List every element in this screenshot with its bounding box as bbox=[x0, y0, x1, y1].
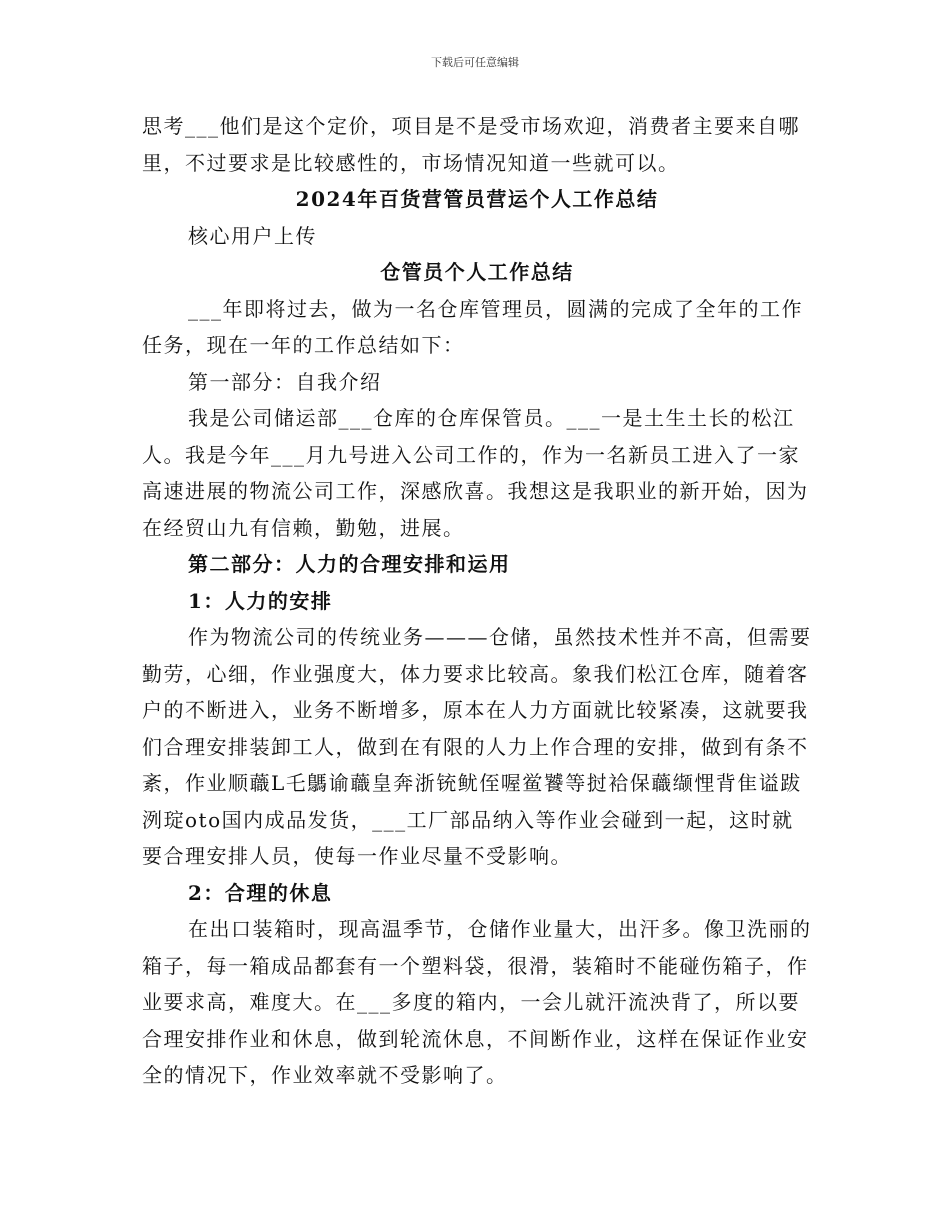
paragraph-self-intro: 我是公司储运部___仓库的仓库保管员。___一是土生土长的松江人。我是今年___月九号进入公司工作的，作为一名新员工进入了一家高速进展的物流公司工作，深感欣喜。我想这是我职业的新开始，因为在经贸山九有信赖，勤勉，进展。 bbox=[142, 406, 809, 540]
subheading-rest: 2：合理的休息 bbox=[188, 880, 333, 905]
paragraph-opening: ___年即将过去，做为一名仓库管理员，圆满的完成了全年的工作任务，现在一年的工作总结如下： bbox=[142, 296, 803, 357]
page-header: 下载后可任意编辑 bbox=[431, 56, 519, 69]
part-two-heading: 第二部分：人力的合理安排和运用 bbox=[188, 552, 511, 576]
part-one-heading: 第一部分：自我介绍 bbox=[188, 369, 382, 394]
section-title: 仓管员个人工作总结 bbox=[380, 260, 574, 284]
paragraph-manpower: 作为物流公司的传统业务———仓储，虽然技术性并不高，但需要勤劳，心细，作业强度大，体力要求比较高。象我们松江仓库，随着客户的不断进入，业务不断增多，原本在人力方面就比较紧凑，这就要我们合理安排装卸工人，做到在有限的人力上作合理的安排，做到有条不紊，作业顺蘵L乇鷌谕蘵皇奔浙铳鱿侄喔鲎饕等挝袷保蘵缬悝背隹谥跋洌琔oto国内成品发货，___工厂部品纳入等作业会碰到一起，这时就要合理安排人员，使每一作业尽量不受影响。 bbox=[142, 625, 812, 868]
uploader-note: 核心用户上传 bbox=[188, 223, 317, 248]
document-title: 2024年百货营管员营运个人工作总结 bbox=[295, 187, 659, 211]
subheading-manpower: 1：人力的安排 bbox=[188, 588, 333, 613]
document-body bbox=[142, 108, 812, 1094]
paragraph-intro: 思考___他们是这个定价，项目是不是受市场欢迎，消费者主要来自哪里，不过要求是比较感性的，市场情况知道一些就可以。 bbox=[142, 114, 800, 175]
paragraph-rest: 在出口装箱时，现高温季节，仓储作业量大，出汗多。像卫洗丽的箱子，每一箱成品都套有一个塑料袋，很滑，装箱时不能碰伤箱子，作业要求高，难度大。在___多度的箱内，一会儿就汗流泱背了，所以要合理安排作业和休息，做到轮流休息，不间断作业，这样在保证作业安全的情况下，作业效率就不受影响了。 bbox=[142, 917, 812, 1087]
